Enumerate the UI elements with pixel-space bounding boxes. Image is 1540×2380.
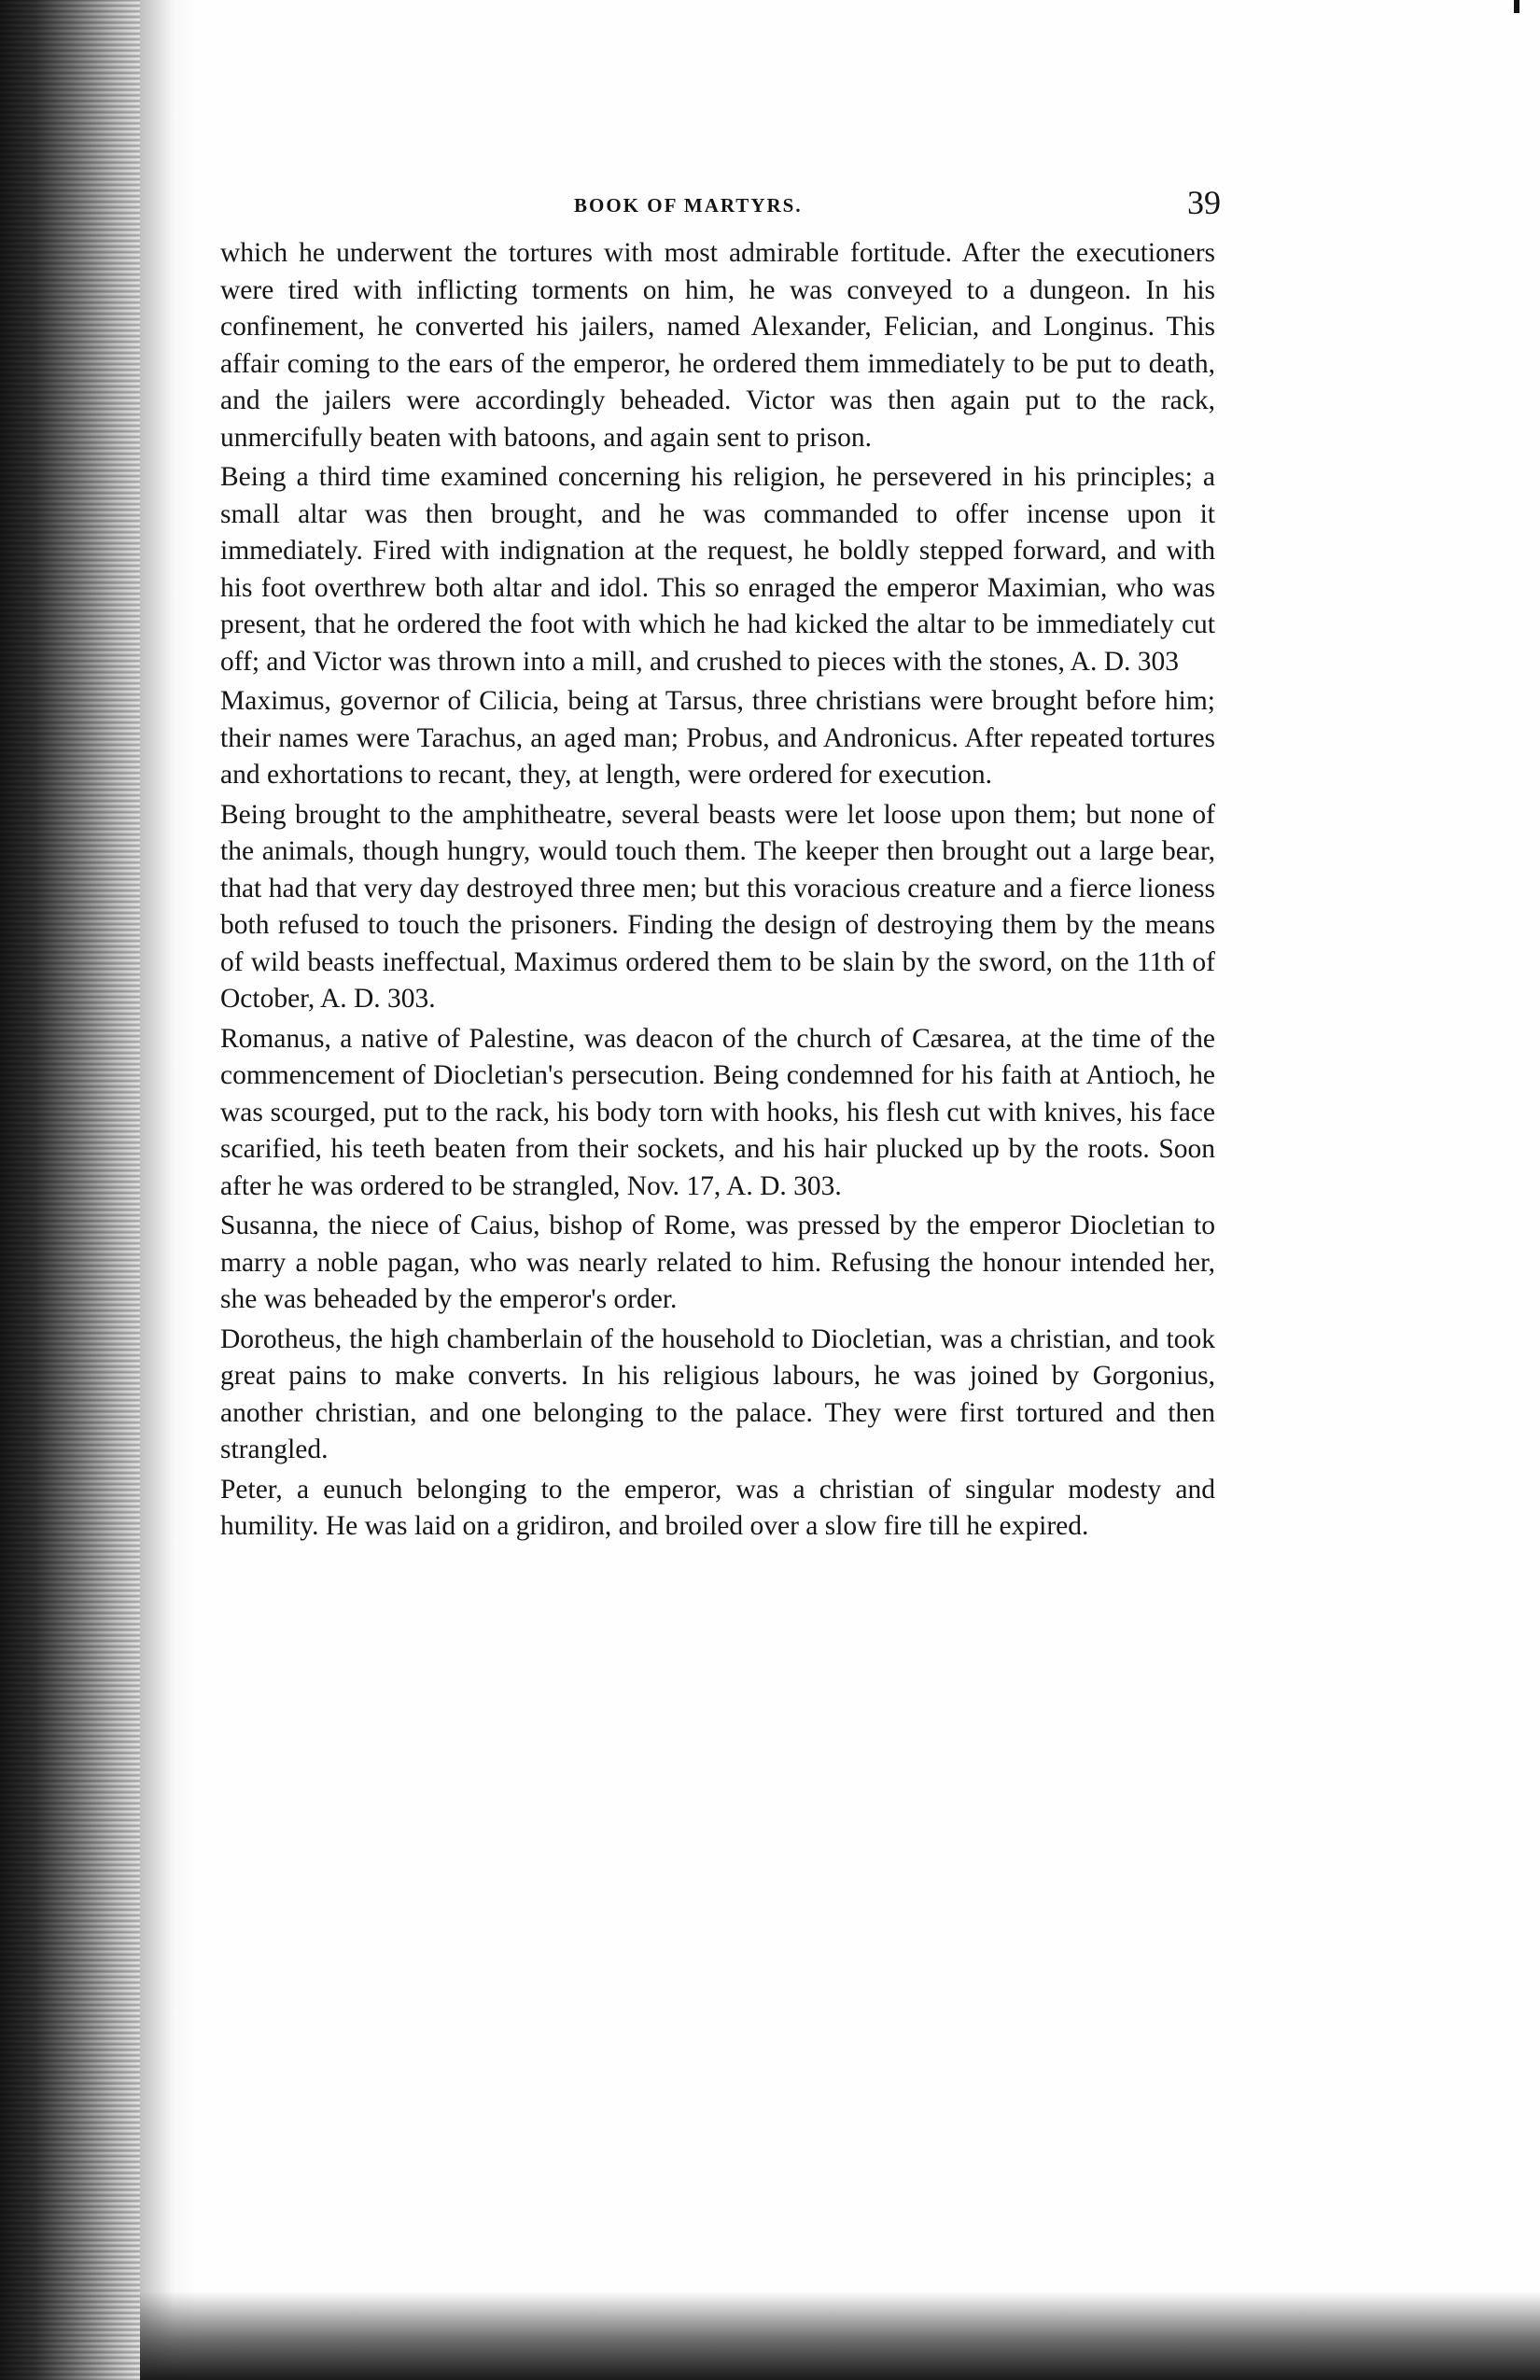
body-text [220, 235, 1215, 1548]
paragraph-amphitheatre: Being brought to the amphitheatre, several beasts were let loose upon them; but none of the animals, though hungry, would touch them. The keeper then brought out a large bear, that had that very day destroyed three men; but this voracious creature and a fierce lioness both refused to touch the prisoners. Finding the design of destroying them by the means of wild beasts ineffectual, Maximus ordered them to be slain by the sword, on the 11th of October, A. D. 303. [220, 799, 1215, 1014]
paragraph-victor-third-examination: Being a third time examined concerning his religion, he persevered in his principles; a small altar was then brought, and he was commanded to offer incense upon it immediately. Fired with indignation at the request, he boldly stepped forward, and with his foot overthrew both altar and idol. This so enraged the emperor Maximian, who was present, that he ordered the foot with which he had kicked the altar to be immediately cut off; and Victor was thrown into a mill, and crushed to pieces with the stones, A. D. 303 [220, 462, 1215, 677]
gutter-edge-fade [140, 0, 196, 2380]
page-header [210, 183, 1221, 230]
scan-speck [1514, 0, 1519, 13]
binding-gutter-shadow [0, 0, 140, 2380]
paragraph-maximus-tarsus: Maximus, governor of Cilicia, being at Tarsus, three christians were brought before him; their names were Tarachus, an aged man; Probus, and Andronicus. After repeated tortures and exhortations to recant, they, at length, were ordered for execution. [220, 686, 1215, 790]
page-number: 39 [1187, 184, 1221, 221]
paragraph-victor-continued: which he underwent the tortures with most admirable fortitude. After the executioners were tired with inflicting torments on him, he was conveyed to a dungeon. In his confinement, he converted his jailers, named Alexander, Felician, and Longinus. This affair coming to the ears of the emperor, he ordered them immediately to be put to death, and the jailers were accordingly beheaded. Victor was then again put to the rack, unmercifully beaten with batoons, and again sent to prison. [220, 238, 1215, 453]
running-title: BOOK OF MARTYRS. [574, 194, 803, 217]
paragraph-peter: Peter, a eunuch belonging to the emperor, was a christian of singular modesty and humility. He was laid on a gridiron, and broiled over a slow fire till he expired. [220, 1474, 1215, 1541]
paragraph-dorotheus: Dorotheus, the high chamberlain of the household to Diocletian, was a christian, and took great pains to make converts. In his religious labours, he was joined by Gorgonius, another christian, and one belonging to the palace. They were first tortured and then strangled. [220, 1323, 1215, 1464]
paragraph-romanus: Romanus, a native of Palestine, was deacon of the church of Cæsarea, at the time of the commencement of Diocletian's persecution. Being condemned for his faith at Antioch, he was scourged, put to the rack, his body torn with hooks, his flesh cut with knives, his face scarified, his teeth beaten from their sockets, and his hair plucked up by the roots. Soon after he was ordered to be strangled, Nov. 17, A. D. 303. [220, 1023, 1215, 1201]
bottom-edge-shadow [140, 2291, 1540, 2380]
paragraph-susanna: Susanna, the niece of Caius, bishop of Rome, was pressed by the emperor Diocletian to marry a noble pagan, who was nearly related to him. Refusing the honour intended her, she was beheaded by the emperor's order. [220, 1211, 1215, 1314]
